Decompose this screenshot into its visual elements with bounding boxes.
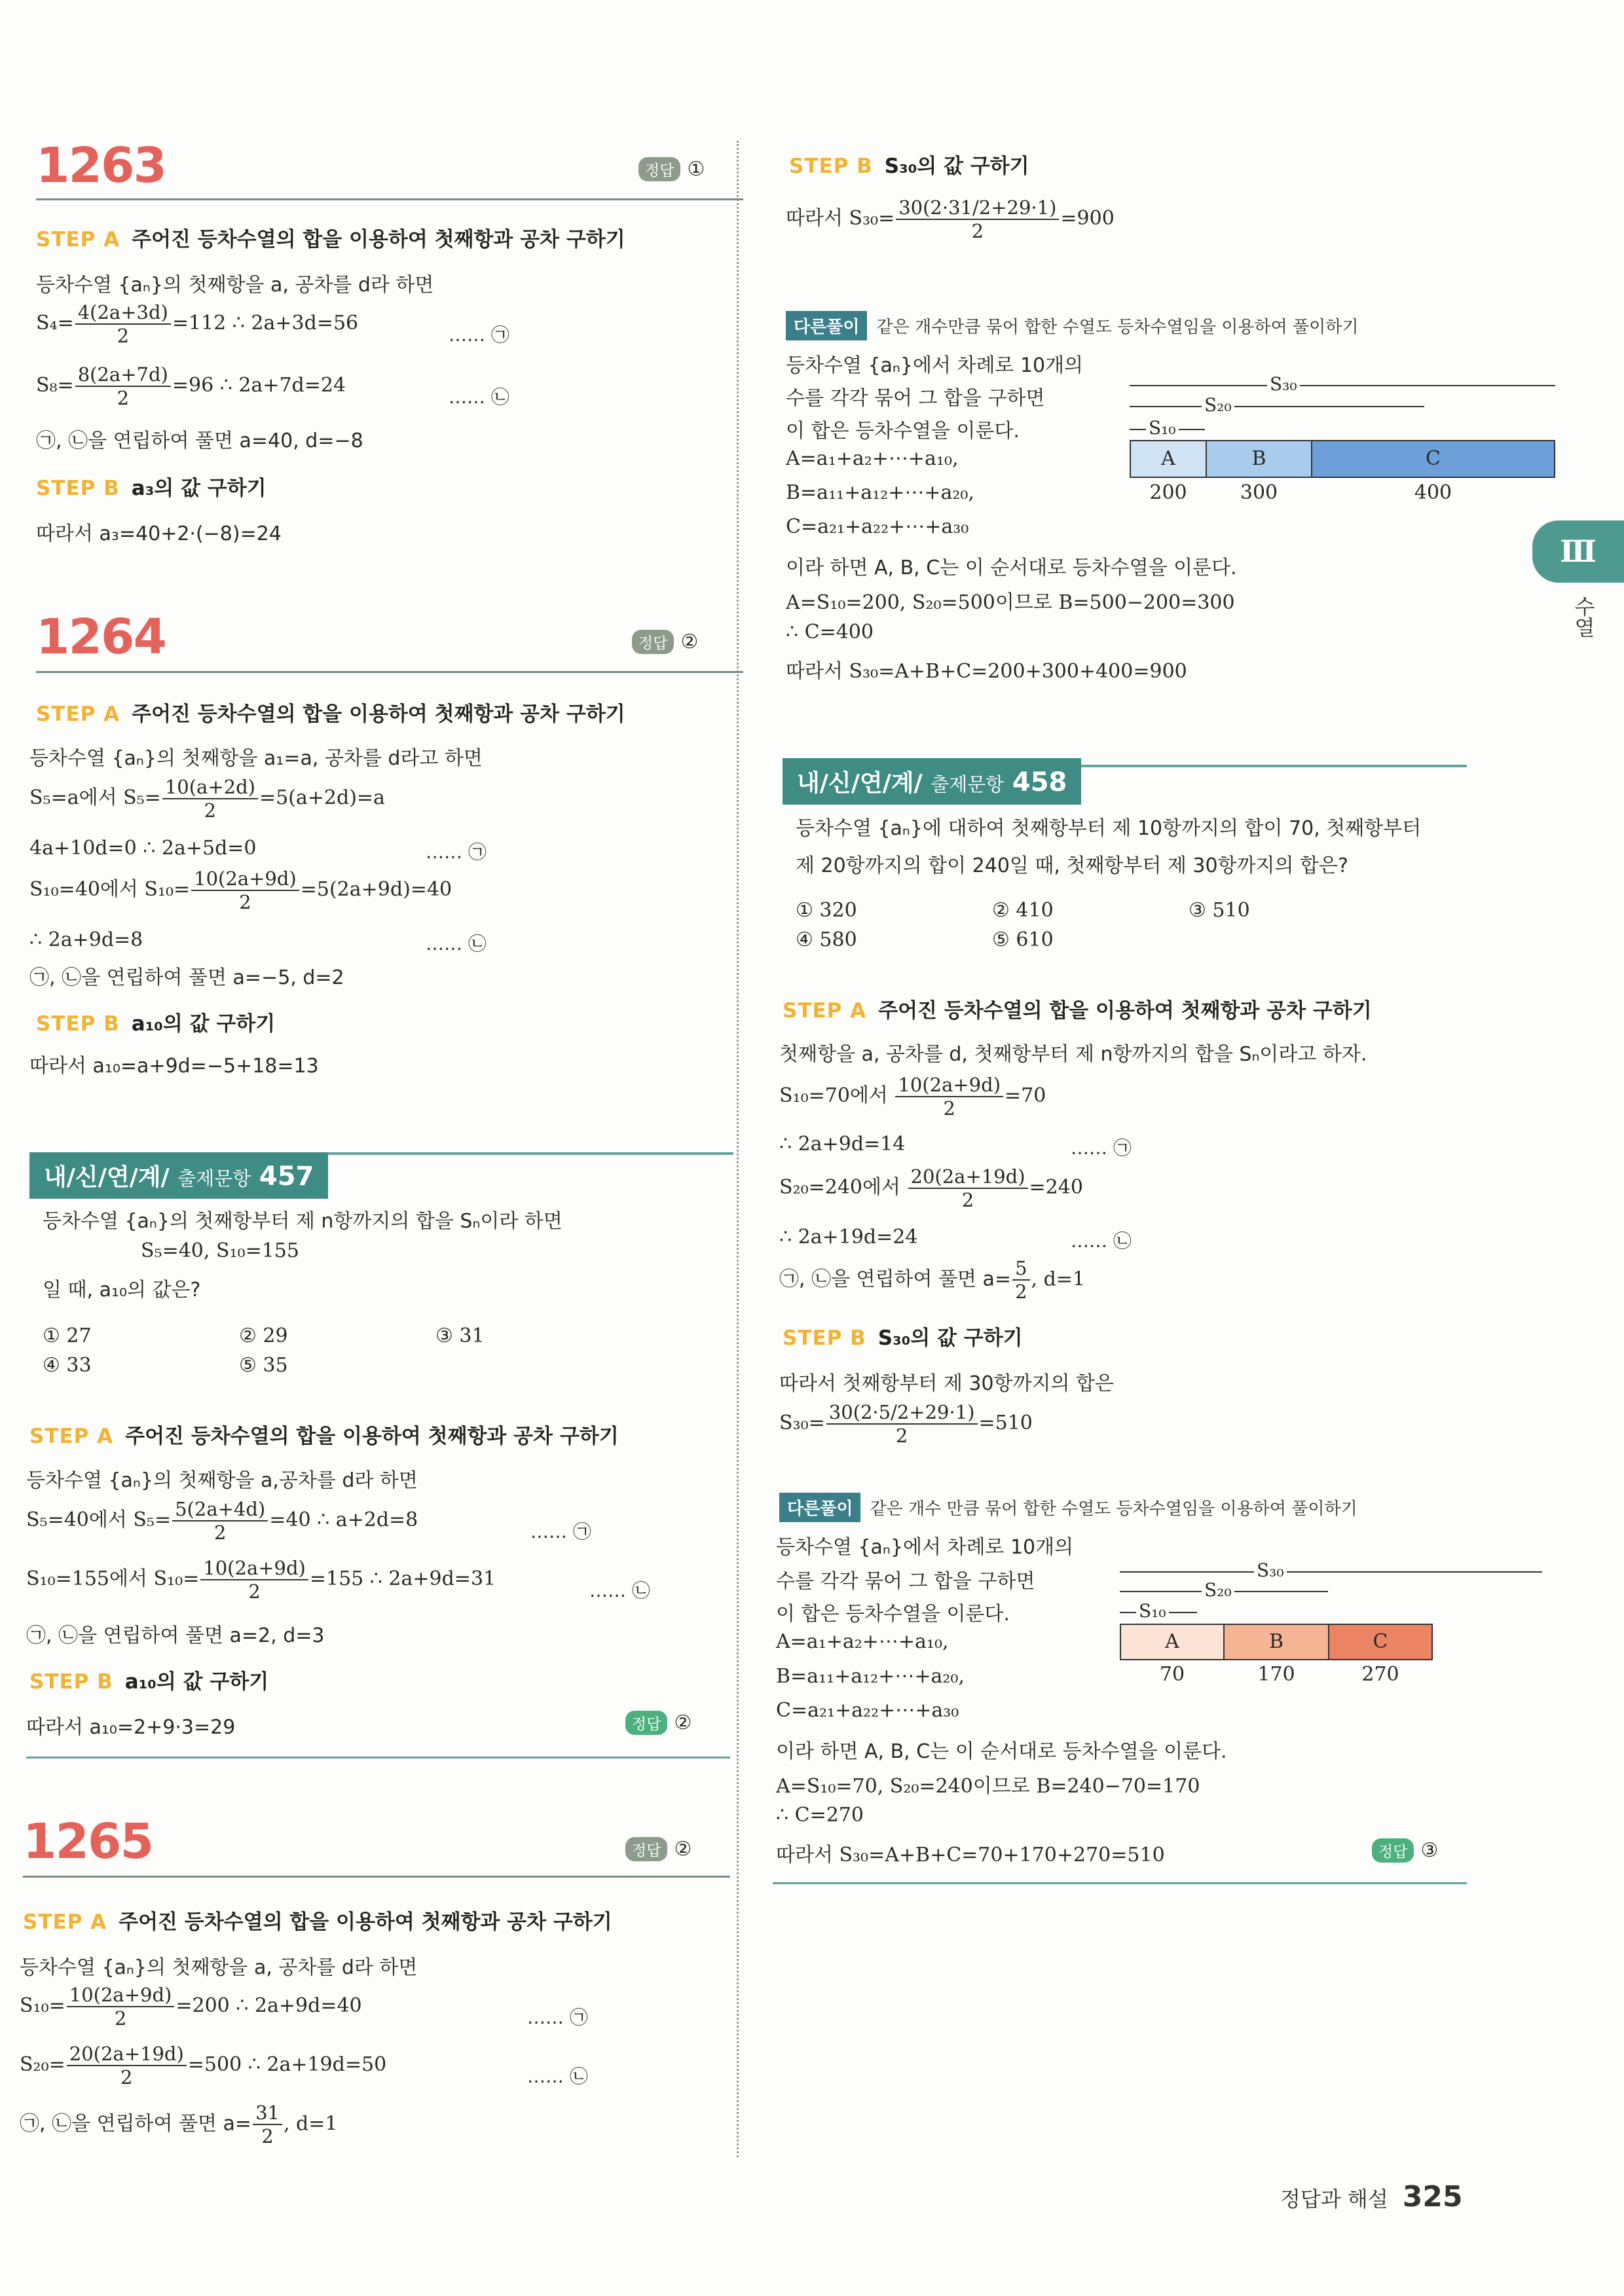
fraction bbox=[162, 776, 258, 822]
fraction-numerator: 31 bbox=[253, 2102, 282, 2125]
eq-tag bbox=[530, 1518, 591, 1544]
dots: …… bbox=[527, 2066, 564, 2087]
alt-solution-box: 다른풀이 bbox=[779, 1493, 860, 1522]
fraction-numerator: 5(2a+4d) bbox=[172, 1498, 268, 1522]
equation-line bbox=[779, 1074, 1046, 1120]
eq-text: 따라서 S₃₀= bbox=[786, 207, 895, 230]
segment-b-value: 300 bbox=[1240, 481, 1278, 504]
alt-line: 이라 하면 A, B, C는 이 순서대로 등차수열을 이룬다. bbox=[786, 556, 1237, 579]
alt-line: A=a₁+a₂+⋯+a₁₀, bbox=[786, 447, 959, 470]
segment-c: C bbox=[1311, 440, 1555, 478]
segment-c-value: 270 bbox=[1361, 1663, 1399, 1686]
fraction-numerator: 8(2a+7d) bbox=[75, 363, 171, 387]
alt-line: 따라서 S₃₀=A+B+C=200+300+400=900 bbox=[786, 660, 1187, 683]
eq-text: S₁₀=70에서 bbox=[779, 1084, 895, 1107]
solution-line: 따라서 a₃=40+2·(−8)=24 bbox=[36, 522, 282, 545]
fraction-denominator: 2 bbox=[248, 1580, 261, 1603]
fraction-numerator: 10(2a+9d) bbox=[895, 1074, 1003, 1097]
fraction-numerator: 10(a+2d) bbox=[162, 776, 258, 799]
answer-badge: 정답 bbox=[1372, 1838, 1414, 1863]
circled-1: ㉠ bbox=[569, 2007, 588, 2028]
fraction-numerator: 10(2a+9d) bbox=[200, 1557, 308, 1580]
segment-a: A bbox=[1120, 1624, 1225, 1660]
fraction bbox=[895, 1074, 1003, 1120]
equation-line bbox=[36, 301, 358, 347]
fraction bbox=[1012, 1257, 1029, 1303]
solution-line: 첫째항을 a, 공차를 d, 첫째항부터 제 n항까지의 합을 Sₙ이라고 하자. bbox=[779, 1043, 1367, 1066]
question-line: 제 20항까지의 합이 240일 때, 첫째항부터 제 30항까지의 합은? bbox=[796, 854, 1348, 877]
solution-line: 따라서 첫째항부터 제 30항까지의 합은 bbox=[779, 1372, 1115, 1395]
column-divider bbox=[737, 141, 739, 2157]
step-title: S₃₀의 값 구하기 bbox=[877, 1326, 1023, 1350]
eq-text: S₅=a에서 S₅= bbox=[29, 786, 161, 809]
equation-line bbox=[26, 1557, 496, 1603]
equation-line bbox=[779, 1401, 1033, 1447]
problem-number: 1265 bbox=[23, 1813, 153, 1870]
section-rule bbox=[23, 1876, 730, 1878]
fraction bbox=[253, 2102, 282, 2147]
answer-label bbox=[625, 1711, 692, 1735]
question-line: 일 때, a₁₀의 값은? bbox=[43, 1279, 201, 1302]
banner-subtitle: 출제문항 bbox=[177, 1167, 251, 1190]
alt-solution-heading bbox=[786, 311, 1358, 340]
fraction-numerator: 30(2·5/2+29·1) bbox=[826, 1401, 978, 1425]
step-b-heading bbox=[789, 149, 1029, 179]
alt-line: C=a₂₁+a₂₂+⋯+a₃₀ bbox=[786, 515, 969, 538]
s10-label: S₁₀ bbox=[1146, 417, 1179, 439]
solution-line: 등차수열 {aₙ}의 첫째항을 a, 공차를 d라 하면 bbox=[36, 274, 434, 297]
s30-label: S₃₀ bbox=[1267, 373, 1300, 395]
alt-line: 등차수열 {aₙ}에서 차례로 10개의 bbox=[776, 1536, 1074, 1559]
eq-text: S₁₀=40에서 S₁₀= bbox=[29, 878, 191, 901]
s20-label: S₂₀ bbox=[1202, 394, 1234, 416]
fraction-numerator: 10(2a+9d) bbox=[191, 867, 299, 891]
dots: …… bbox=[449, 386, 485, 408]
fraction-denominator: 2 bbox=[114, 2007, 127, 2030]
segment-c: C bbox=[1328, 1624, 1433, 1660]
step-b-heading bbox=[783, 1321, 1023, 1351]
eq-tag bbox=[527, 2003, 588, 2030]
equation-line bbox=[786, 196, 1115, 242]
banner-subtitle: 출제문항 bbox=[931, 773, 1005, 795]
fraction bbox=[826, 1401, 978, 1447]
fraction-numerator: 5 bbox=[1012, 1257, 1029, 1281]
step-tag: STEP A bbox=[23, 1910, 107, 1934]
circled-2: ㉡ bbox=[1113, 1230, 1132, 1252]
step-a-heading bbox=[23, 1905, 612, 1935]
alt-line: A=S₁₀=200, S₂₀=500이므로 B=500−200=300 bbox=[786, 591, 1235, 614]
fraction-denominator: 2 bbox=[117, 387, 130, 409]
s30-span-arrow bbox=[1120, 1571, 1542, 1573]
eq-tag bbox=[589, 1576, 650, 1603]
solution-line: 따라서 a₁₀=2+9·3=29 bbox=[26, 1716, 236, 1739]
alt-solution-title: 같은 개수만큼 묶어 합한 수열도 등차수열임을 이용하여 풀이하기 bbox=[876, 318, 1359, 337]
eq-tag bbox=[426, 930, 487, 956]
step-title: a₁₀의 값 구하기 bbox=[124, 1670, 269, 1694]
fraction-denominator: 2 bbox=[120, 2066, 133, 2088]
circled-1: ㉠ bbox=[468, 841, 487, 863]
chapter-label: 수열 bbox=[1571, 596, 1596, 638]
segment-a: A bbox=[1130, 440, 1207, 478]
step-a-heading bbox=[36, 697, 625, 727]
fraction-denominator: 2 bbox=[961, 1189, 974, 1211]
step-a-heading bbox=[783, 994, 1372, 1023]
equation-line bbox=[20, 2102, 337, 2147]
solution-line: ∴ 2a+9d=8 bbox=[29, 928, 143, 951]
eq-text: =70 bbox=[1005, 1084, 1046, 1107]
circled-2: ㉡ bbox=[468, 933, 487, 955]
eq-text: =900 bbox=[1060, 207, 1115, 230]
eq-text: =500 ∴ 2a+19d=50 bbox=[187, 2053, 387, 2076]
fraction-numerator: 20(2a+19d) bbox=[908, 1165, 1028, 1189]
equation-line bbox=[779, 1165, 1083, 1211]
step-tag: STEP B bbox=[36, 477, 120, 500]
eq-text: =155 ∴ 2a+9d=31 bbox=[309, 1567, 496, 1590]
step-tag: STEP B bbox=[789, 155, 873, 178]
step-title: 주어진 등차수열의 합을 이용하여 첫째항과 공차 구하기 bbox=[119, 1910, 612, 1934]
alt-line: ∴ C=400 bbox=[786, 621, 874, 644]
equation-line bbox=[29, 776, 385, 822]
solution-line: ㉠, ㉡을 연립하여 풀면 a=−5, d=2 bbox=[29, 966, 344, 989]
step-tag: STEP B bbox=[783, 1326, 866, 1350]
answer-badge: 정답 bbox=[625, 1711, 667, 1735]
eq-tag bbox=[449, 321, 509, 347]
eq-text: ㉠, ㉡을 연립하여 풀면 a= bbox=[20, 2112, 252, 2136]
circled-1: ㉠ bbox=[490, 324, 509, 346]
step-tag: STEP A bbox=[783, 999, 867, 1023]
choice-1: ① 27 bbox=[43, 1324, 92, 1347]
circled-2: ㉡ bbox=[490, 386, 509, 408]
solution-line: 등차수열 {aₙ}의 첫째항을 a,공차를 d라 하면 bbox=[26, 1469, 418, 1492]
eq-text: ㉠, ㉡을 연립하여 풀면 a= bbox=[779, 1267, 1012, 1291]
banner-number: 458 bbox=[1012, 767, 1067, 797]
step-title: S₃₀의 값 구하기 bbox=[884, 155, 1029, 178]
answer-badge: 정답 bbox=[632, 630, 674, 654]
solution-line: ∴ 2a+19d=24 bbox=[779, 1226, 918, 1248]
equation-line bbox=[20, 2043, 386, 2088]
circled-2: ㉡ bbox=[631, 1580, 650, 1601]
eq-tag bbox=[1071, 1227, 1132, 1253]
fraction-denominator: 2 bbox=[117, 325, 130, 347]
circled-1: ㉠ bbox=[1113, 1137, 1132, 1159]
answer-value: ② bbox=[680, 630, 699, 653]
solution-line: 4a+10d=0 ∴ 2a+5d=0 bbox=[29, 837, 257, 860]
fraction-numerator: 30(2·31/2+29·1) bbox=[896, 196, 1059, 220]
answer-label bbox=[1372, 1838, 1438, 1863]
alt-line: ∴ C=270 bbox=[776, 1804, 864, 1827]
alt-line: 수를 각각 묶어 그 합을 구하면 bbox=[776, 1570, 1035, 1593]
eq-text: S₂₀= bbox=[20, 2053, 65, 2076]
answer-label bbox=[638, 157, 705, 181]
eq-text: S₂₀=240에서 bbox=[779, 1176, 907, 1199]
eq-text: S₁₀=155에서 S₁₀= bbox=[26, 1567, 200, 1590]
dots: …… bbox=[449, 324, 485, 346]
equation-line bbox=[29, 867, 452, 913]
s30-label: S₃₀ bbox=[1254, 1559, 1287, 1581]
question-line: 등차수열 {aₙ}의 첫째항부터 제 n항까지의 합을 Sₙ이라 하면 bbox=[43, 1210, 563, 1233]
choice-5: ⑤ 35 bbox=[239, 1354, 288, 1377]
segment-a-value: 70 bbox=[1159, 1663, 1185, 1686]
fraction bbox=[75, 363, 171, 409]
choice-2: ② 410 bbox=[992, 899, 1054, 922]
eq-text: S₃₀= bbox=[779, 1412, 825, 1434]
segment-b-value: 170 bbox=[1257, 1663, 1295, 1686]
alt-solution-heading bbox=[779, 1493, 1357, 1522]
eq-tag bbox=[426, 838, 487, 864]
fraction-denominator: 2 bbox=[943, 1097, 955, 1120]
alt-solution-title: 같은 개수 만큼 묶어 합한 수열도 등차수열임을 이용하여 풀이하기 bbox=[870, 1499, 1357, 1519]
footer-text: 정답과 해설 bbox=[1280, 2187, 1388, 2212]
step-b-heading bbox=[36, 1007, 275, 1036]
solution-line: ∴ 2a+9d=14 bbox=[779, 1133, 906, 1156]
fraction-denominator: 2 bbox=[204, 799, 217, 822]
section-rule bbox=[773, 1882, 1467, 1884]
problem-number: 1263 bbox=[36, 137, 166, 194]
fraction-denominator: 2 bbox=[895, 1425, 908, 1447]
eq-tag bbox=[527, 2062, 588, 2088]
segment-c-value: 400 bbox=[1414, 481, 1452, 504]
dots: …… bbox=[1071, 1137, 1107, 1159]
equation-line bbox=[36, 363, 346, 409]
eq-text: S₈= bbox=[36, 374, 74, 397]
alt-line: B=a₁₁+a₁₂+⋯+a₂₀, bbox=[776, 1665, 965, 1688]
step-tag: STEP A bbox=[36, 228, 120, 251]
problem-number: 1264 bbox=[36, 609, 166, 665]
solution-line: ㉠, ㉡을 연립하여 풀면 a=2, d=3 bbox=[26, 1624, 325, 1647]
eq-tag bbox=[449, 383, 509, 409]
choice-2: ② 29 bbox=[239, 1324, 288, 1347]
solution-line: ㉠, ㉡을 연립하여 풀면 a=40, d=−8 bbox=[36, 429, 363, 452]
s10-label: S₁₀ bbox=[1136, 1600, 1169, 1622]
dots: …… bbox=[426, 841, 462, 863]
choice-3: ③ 31 bbox=[435, 1324, 485, 1347]
fraction-denominator: 2 bbox=[971, 220, 984, 242]
eq-text: =112 ∴ 2a+3d=56 bbox=[172, 312, 359, 335]
question-line: 등차수열 {aₙ}에 대하여 첫째항부터 제 10항까지의 합이 70, 첫째항부터 bbox=[796, 817, 1422, 840]
step-b-heading bbox=[29, 1665, 268, 1694]
equation-line bbox=[26, 1498, 418, 1544]
solution-line: 등차수열 {aₙ}의 첫째항을 a₁=a, 공차를 d라고 하면 bbox=[29, 747, 483, 770]
banner-title: 내/신/연/계/ bbox=[797, 770, 923, 797]
answer-value: ③ bbox=[1420, 1839, 1439, 1862]
dots: …… bbox=[530, 1521, 567, 1542]
fraction bbox=[191, 867, 299, 913]
eq-text: =96 ∴ 2a+7d=24 bbox=[172, 374, 346, 397]
alt-line: 등차수열 {aₙ}에서 차례로 10개의 bbox=[786, 354, 1084, 377]
alt-line: B=a₁₁+a₁₂+⋯+a₂₀, bbox=[786, 481, 974, 504]
alt-line: 따라서 S₃₀=A+B+C=70+170+270=510 bbox=[776, 1844, 1165, 1867]
dots: …… bbox=[426, 933, 462, 955]
step-title: 주어진 등차수열의 합을 이용하여 첫째항과 공차 구하기 bbox=[132, 228, 625, 251]
eq-text: =240 bbox=[1029, 1176, 1083, 1199]
step-b-heading bbox=[36, 471, 267, 501]
choice-4: ④ 580 bbox=[796, 928, 857, 951]
choice-5: ⑤ 610 bbox=[992, 928, 1054, 951]
related-question-banner bbox=[29, 1152, 328, 1199]
step-title: a₁₀의 값 구하기 bbox=[131, 1012, 276, 1036]
fraction bbox=[896, 196, 1059, 242]
eq-text: , d=1 bbox=[1031, 1267, 1086, 1291]
alt-line: 이라 하면 A, B, C는 이 순서대로 등차수열을 이룬다. bbox=[776, 1740, 1227, 1763]
solution-line: 등차수열 {aₙ}의 첫째항을 a, 공차를 d라 하면 bbox=[20, 1956, 418, 1979]
fraction bbox=[172, 1498, 268, 1544]
page-footer bbox=[1280, 2180, 1463, 2214]
answer-badge: 정답 bbox=[625, 1837, 667, 1861]
eq-text: S₁₀= bbox=[20, 1994, 65, 2017]
answer-badge: 정답 bbox=[638, 157, 680, 181]
solution-line: 따라서 a₁₀=a+9d=−5+18=13 bbox=[29, 1055, 319, 1078]
eq-text: =5(a+2d)=a bbox=[259, 786, 385, 809]
eq-text: S₅=40에서 S₅= bbox=[26, 1508, 172, 1531]
fraction-denominator: 2 bbox=[1015, 1281, 1027, 1303]
banner-number: 457 bbox=[259, 1161, 314, 1192]
step-tag: STEP B bbox=[29, 1670, 113, 1694]
alt-line: C=a₂₁+a₂₂+⋯+a₃₀ bbox=[776, 1699, 959, 1722]
eq-text: =40 ∴ a+2d=8 bbox=[269, 1508, 418, 1531]
eq-text: =510 bbox=[978, 1412, 1033, 1434]
fraction-denominator: 2 bbox=[261, 2125, 274, 2147]
fraction-numerator: 4(2a+3d) bbox=[75, 301, 171, 325]
equation-line bbox=[779, 1257, 1085, 1303]
choice-1: ① 320 bbox=[796, 899, 857, 922]
alt-line: A=S₁₀=70, S₂₀=240이므로 B=240−70=170 bbox=[776, 1775, 1200, 1798]
fraction bbox=[200, 1557, 308, 1603]
circled-2: ㉡ bbox=[569, 2066, 588, 2087]
circled-1: ㉠ bbox=[572, 1521, 591, 1542]
equation-line bbox=[20, 1984, 362, 2030]
fraction-denominator: 2 bbox=[213, 1522, 227, 1544]
step-title: 주어진 등차수열의 합을 이용하여 첫째항과 공차 구하기 bbox=[878, 999, 1372, 1023]
step-title: a₃의 값 구하기 bbox=[131, 477, 267, 500]
step-tag: STEP A bbox=[36, 702, 120, 726]
fraction bbox=[75, 301, 171, 347]
alt-line: A=a₁+a₂+⋯+a₁₀, bbox=[776, 1630, 949, 1653]
step-tag: STEP B bbox=[36, 1012, 120, 1036]
alt-line: 이 합은 등차수열을 이룬다. bbox=[786, 420, 1020, 443]
dots: …… bbox=[527, 2007, 564, 2028]
answer-value: ② bbox=[674, 1838, 692, 1861]
eq-text: =200 ∴ 2a+9d=40 bbox=[175, 1994, 362, 2017]
section-rule bbox=[36, 198, 743, 200]
fraction bbox=[908, 1165, 1028, 1211]
section-rule bbox=[36, 671, 743, 673]
page-number: 325 bbox=[1402, 2180, 1463, 2214]
eq-text: =5(2a+9d)=40 bbox=[300, 878, 452, 901]
answer-value: ② bbox=[674, 1711, 692, 1734]
s30-span-arrow bbox=[1130, 385, 1555, 386]
answer-label bbox=[632, 630, 698, 654]
dots: …… bbox=[589, 1580, 626, 1601]
choice-3: ③ 510 bbox=[1189, 899, 1250, 922]
s20-span-arrow bbox=[1130, 406, 1424, 407]
answer-value: ① bbox=[687, 158, 705, 181]
segment-a-value: 200 bbox=[1149, 481, 1187, 504]
alt-line: 이 합은 등차수열을 이룬다. bbox=[776, 1603, 1010, 1626]
related-question-banner bbox=[783, 758, 1081, 805]
answer-label bbox=[625, 1837, 692, 1861]
fraction-numerator: 10(2a+9d) bbox=[67, 1984, 175, 2007]
step-title: 주어진 등차수열의 합을 이용하여 첫째항과 공차 구하기 bbox=[125, 1425, 619, 1448]
segment-b: B bbox=[1206, 440, 1312, 478]
eq-tag bbox=[1071, 1134, 1132, 1160]
segment-b: B bbox=[1223, 1624, 1329, 1660]
eq-text: S₄= bbox=[36, 312, 74, 335]
question-line: S₅=40, S₁₀=155 bbox=[141, 1239, 299, 1262]
section-rule bbox=[26, 1757, 730, 1758]
step-title: 주어진 등차수열의 합을 이용하여 첫째항과 공차 구하기 bbox=[132, 702, 625, 726]
fraction bbox=[67, 2043, 187, 2088]
s20-label: S₂₀ bbox=[1202, 1579, 1234, 1601]
dots: …… bbox=[1071, 1230, 1107, 1252]
fraction bbox=[67, 1984, 175, 2030]
alt-solution-box: 다른풀이 bbox=[786, 311, 867, 340]
chapter-tab: Ⅲ bbox=[1532, 520, 1624, 583]
fraction-denominator: 2 bbox=[239, 891, 251, 913]
step-a-heading bbox=[29, 1419, 619, 1449]
step-a-heading bbox=[36, 223, 625, 252]
banner-title: 내/신/연/계/ bbox=[44, 1164, 170, 1191]
step-tag: STEP A bbox=[29, 1425, 114, 1448]
choice-4: ④ 33 bbox=[43, 1354, 92, 1377]
eq-text: , d=1 bbox=[283, 2112, 338, 2136]
fraction-numerator: 20(2a+19d) bbox=[67, 2043, 187, 2066]
alt-line: 수를 각각 묶어 그 합을 구하면 bbox=[786, 387, 1045, 410]
